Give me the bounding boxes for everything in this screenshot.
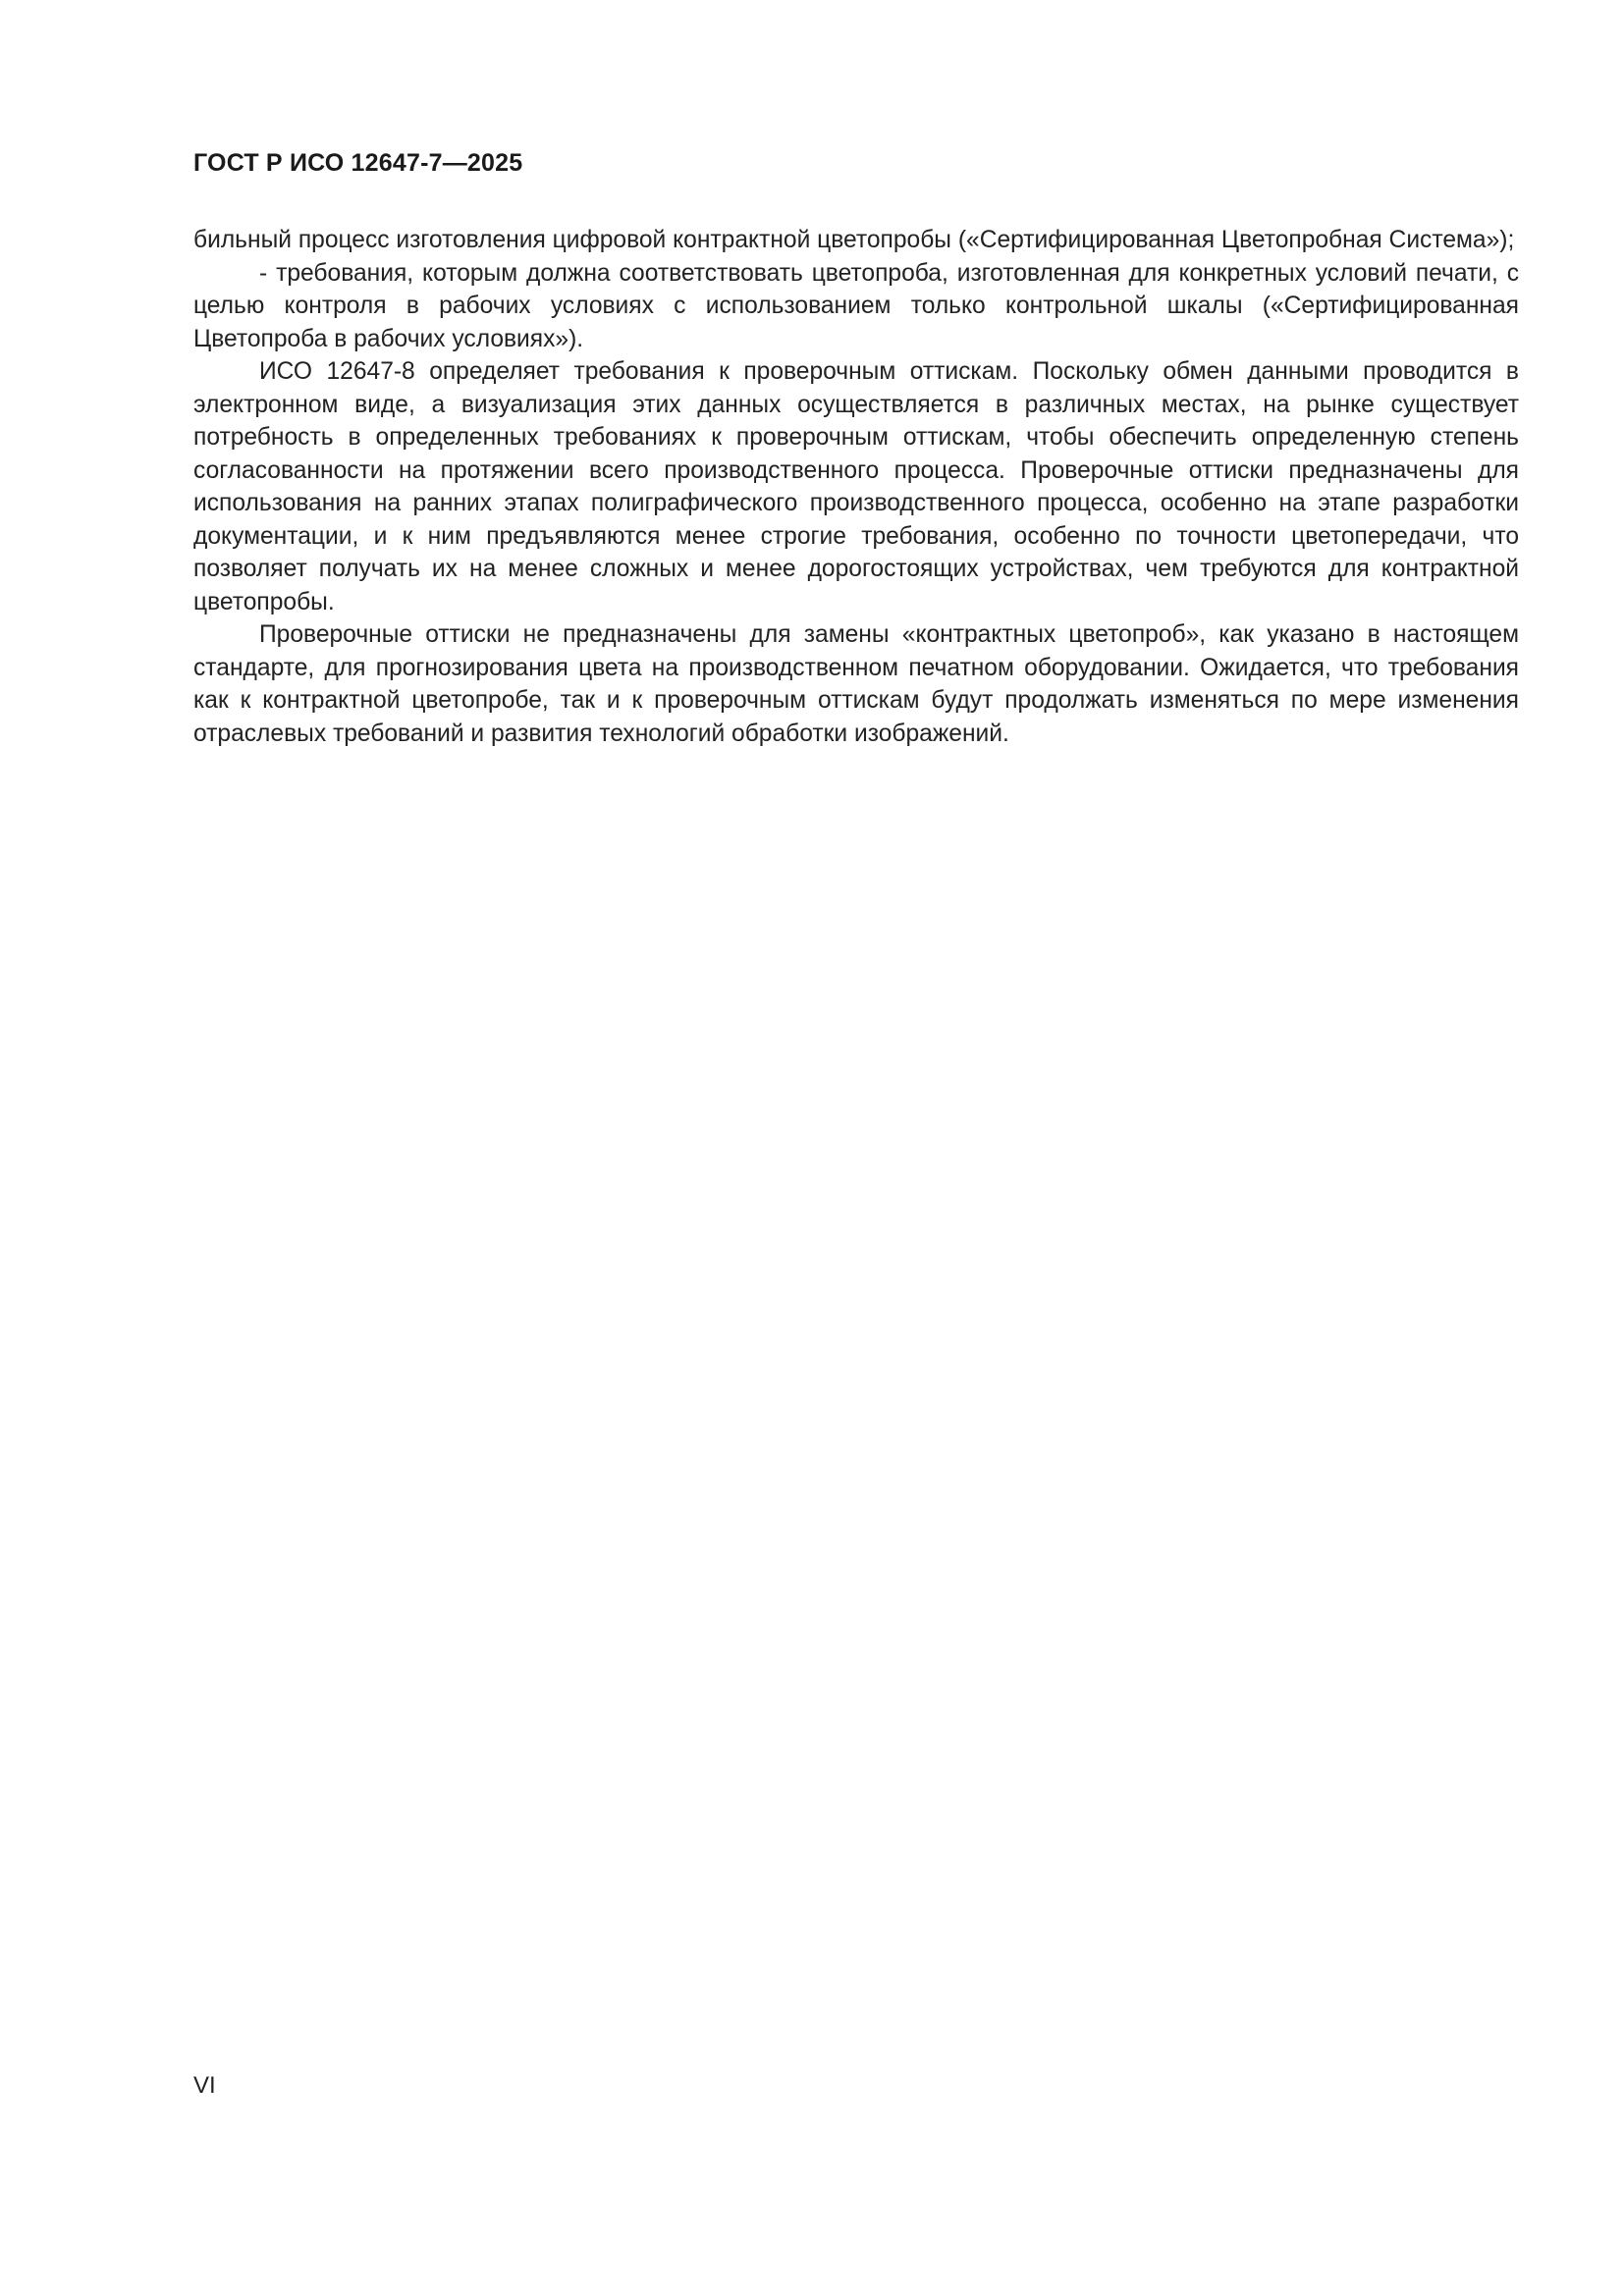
paragraph-continuation: бильный процесс изготовления цифровой контрактной цветопробы («Сертифицированная Цветопробная Система»); [193,227,1515,253]
paragraph-list-item-requirements: - требования, которым должна соответствовать цветопроба, изготовленная для конкретных условий печати, с целью контроля в рабочих условиях с использованием только контрольной шкалы («Сертифицированная Цветопроба в рабочих условиях»). [193,259,1519,352]
paragraph-proof-prints: Проверочные оттиски не предназначены для замены «контрактных цветопроб», как указано в настоящем стандарте, для прогнозирования цвета на производственном печатном оборудовании. Ожидается, что требования как к контрактной цветопробе, так и к проверочным оттискам будут продолжать изменяться по мере изменения отраслевых требований и развития технологий обработки изображений. [193,621,1519,747]
document-body [193,224,1519,750]
page-number: VI [193,2072,216,2099]
document-header-title: ГОСТ Р ИСО 12647-7—2025 [193,149,523,177]
paragraph-iso-12647-8: ИСО 12647-8 определяет требования к проверочным оттискам. Поскольку обмен данными проводится в электронном виде, а визуализация этих данных осуществляется в различных местах, на рынке существует потребность в определенных требованиях к проверочным оттискам, чтобы обеспечить определенную степень согласованности на протяжении всего производственного процесса. Проверочные оттиски предназначены для использования на ранних этапах полиграфического производственного процесса, особенно на этапе разработки документации, и к ним предъявляются менее строгие требования, особенно по точности цветопередачи, что позволяет получать их на менее сложных и менее дорогостоящих устройствах, чем требуются для контрактной цветопробы. [193,358,1519,615]
